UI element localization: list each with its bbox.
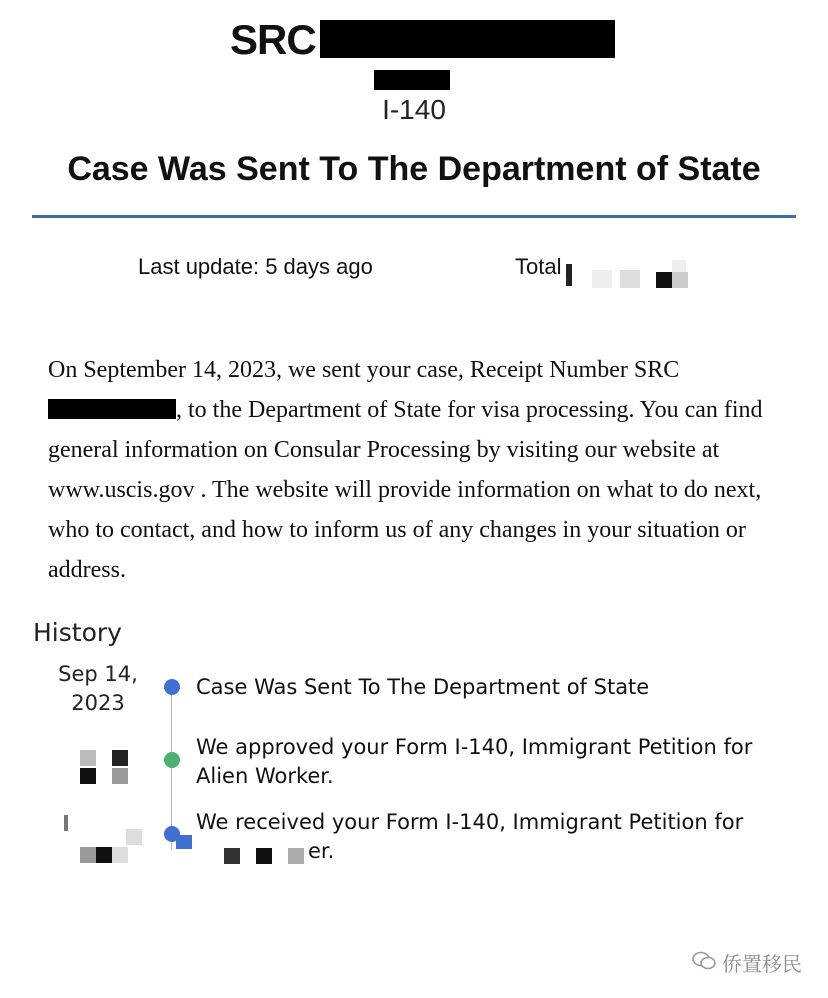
last-update-text: Last update: 5 days ago [138,254,373,279]
wechat-icon [692,951,716,976]
description-part-2: , to the Department of State for visa processing. You can find general information on Consular Processing by visiting our website at www.uscis.gov . The website will provide information on what to do next, who to contact, and how to inform us of any changes in your situation or address. [48,397,763,583]
timeline-dot [164,752,180,768]
receipt-number: SRC [230,16,316,63]
receipt-redaction-inline [48,399,176,419]
name-redaction [374,70,450,90]
watermark [692,948,802,977]
event-date-redaction [64,815,146,865]
history-event: Case Was Sent To The Department of State [196,675,650,699]
total-redaction [566,260,696,290]
case-description [48,350,783,590]
form-type: I-140 [382,94,446,125]
event-date-redaction [80,750,130,786]
receipt-redaction [320,20,615,58]
history-heading: History [33,618,122,647]
timeline-dot [164,679,180,695]
case-status-title: Case Was Sent To The Department of State [67,150,761,188]
event-text-tail: er. [308,839,335,863]
watermark-text: 侨置移民 [722,952,802,976]
description-part-1: On September 14, 2023, we sent your case, Receipt Number SRC [48,357,680,383]
history-event [196,808,786,837]
event-date: Sep 14, 2023 [58,662,138,715]
timeline-marker-redaction [176,835,192,849]
header-divider [32,215,796,218]
history-event: We approved your Form I-140, Immigrant Petition for Alien Worker. [196,735,753,788]
total-label: Total [515,254,562,279]
event-text-redaction [196,846,326,866]
history-event-text: We received your Form I-140, Immigrant Petition for [196,810,744,834]
